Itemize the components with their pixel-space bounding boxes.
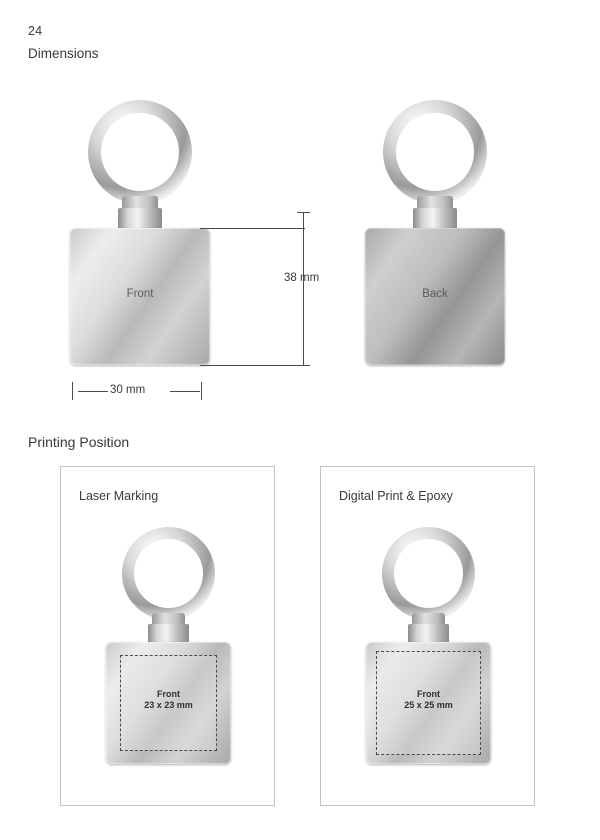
width-tick-right: [201, 382, 202, 400]
print-area-label-laser: [121, 689, 216, 711]
print-box-laser-marking: [60, 466, 275, 806]
width-dimension-label: 30 mm: [110, 384, 146, 396]
print-area-digital: [376, 651, 481, 755]
print-box-digital-print: [320, 466, 535, 806]
print-area-size-laser: 23 x 23 mm: [144, 700, 193, 710]
plate-front: [70, 228, 210, 365]
connector-laser: [148, 624, 189, 644]
keychain-laser: [106, 527, 231, 767]
height-tick-bottom: [297, 365, 310, 366]
key-ring-back: [383, 100, 487, 204]
height-tick-top: [297, 212, 310, 213]
height-lead-bottom: [200, 365, 305, 366]
keychain-front: [70, 100, 210, 365]
print-area-laser: [120, 655, 217, 751]
key-ring-hole-laser: [134, 539, 203, 608]
key-ring-digital: [382, 527, 475, 620]
plate-back-label: Back: [422, 288, 448, 300]
connector-front: [118, 208, 162, 230]
height-dimension-line: [303, 212, 304, 365]
height-dimension-label: 38 mm: [284, 272, 320, 284]
print-area-side-digital: Front: [417, 689, 440, 699]
key-ring-hole-digital: [394, 539, 463, 608]
print-area-label-digital: [377, 689, 480, 711]
plate-digital: [366, 642, 491, 764]
keychain-digital: [366, 527, 491, 767]
page-number: 24: [28, 24, 43, 38]
width-tick-left: [72, 382, 73, 400]
width-dimension-line-right: [170, 391, 200, 392]
plate-front-label: Front: [126, 288, 154, 300]
connector-back: [413, 208, 457, 230]
key-ring-front: [88, 100, 192, 204]
key-ring-laser: [122, 527, 215, 620]
print-area-size-digital: 25 x 25 mm: [404, 700, 453, 710]
key-ring-hole-back: [396, 113, 474, 191]
height-lead-top: [200, 228, 305, 229]
keychain-back: [365, 100, 505, 365]
plate-laser: [106, 642, 231, 764]
section-heading-printing: Printing Position: [28, 434, 130, 450]
connector-digital: [408, 624, 449, 644]
print-area-side-laser: Front: [157, 689, 180, 699]
print-box-title-laser: Laser Marking: [79, 489, 159, 503]
plate-back: [365, 228, 505, 365]
width-dimension-line-left: [78, 391, 108, 392]
print-box-title-digital: Digital Print & Epoxy: [339, 489, 453, 503]
section-heading-dimensions: Dimensions: [28, 46, 99, 61]
key-ring-hole-front: [101, 113, 179, 191]
